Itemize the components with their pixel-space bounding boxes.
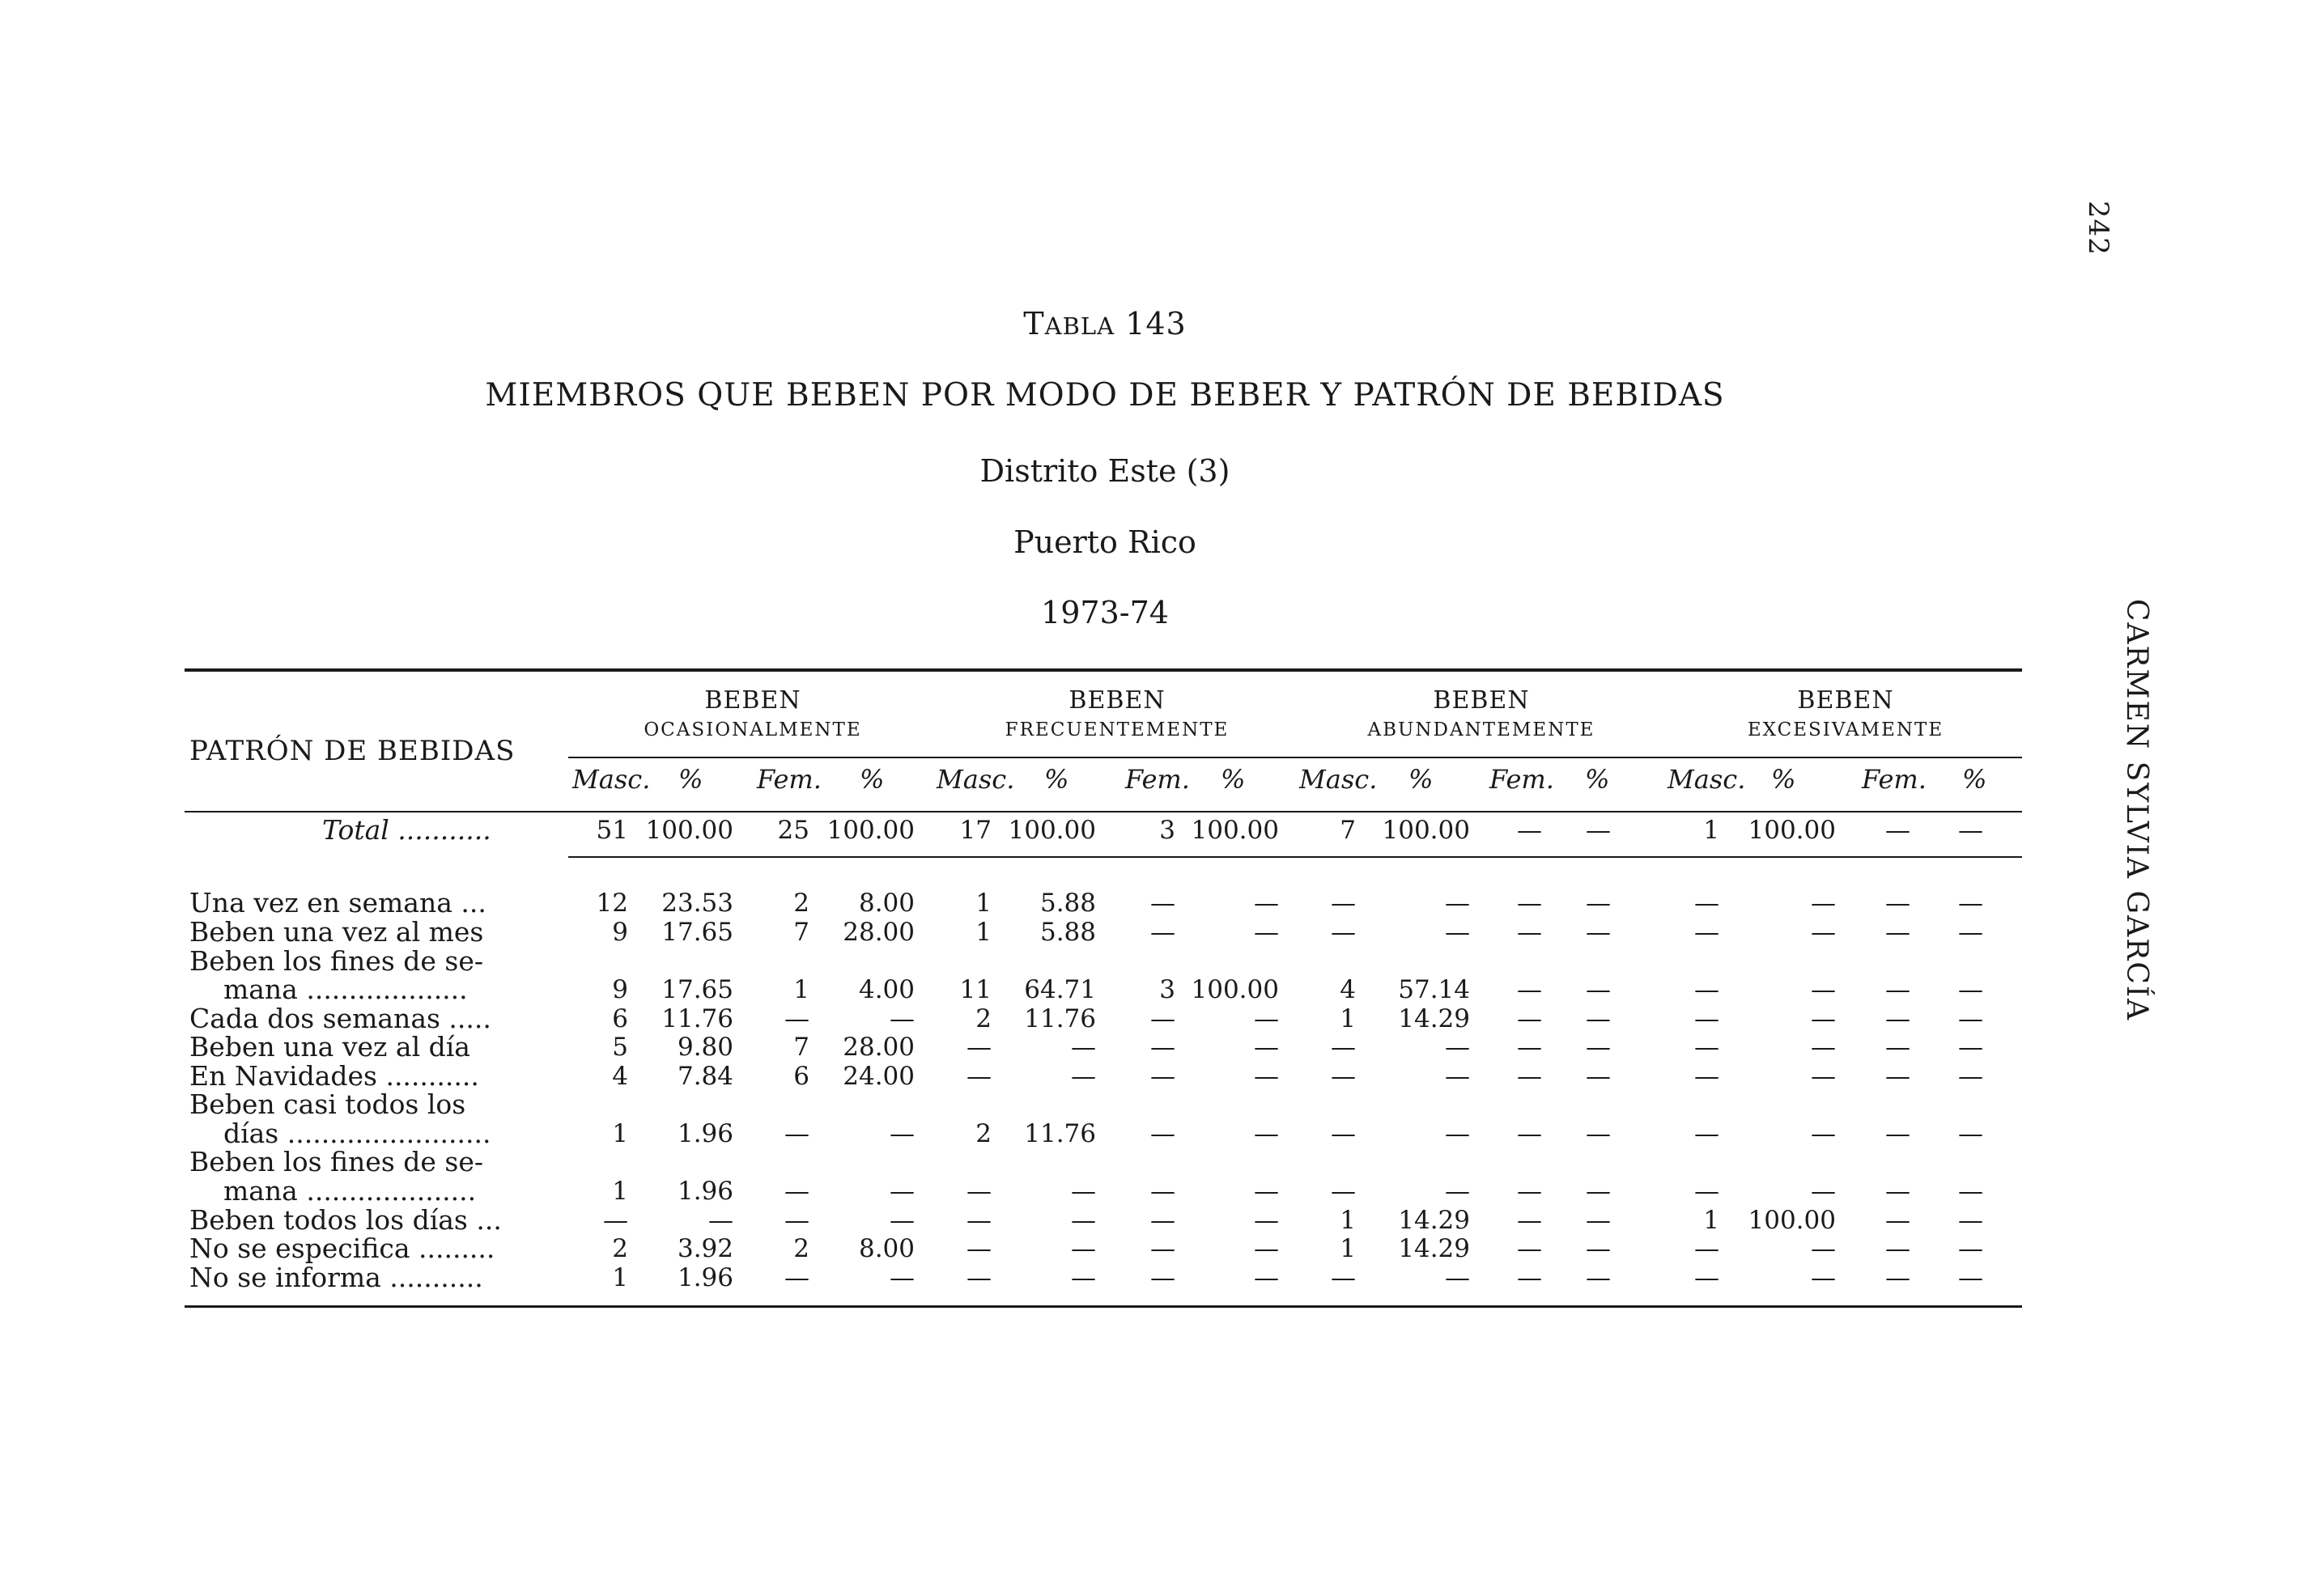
cell-percent: 100.00 bbox=[826, 816, 915, 845]
cell-percent: — bbox=[1254, 1263, 1279, 1292]
cell-percent: — bbox=[1958, 1177, 1983, 1206]
cell-count: 12 bbox=[596, 889, 628, 918]
cell-count: 1 bbox=[1340, 1206, 1356, 1235]
cell-percent: — bbox=[708, 1206, 733, 1235]
subheader-percent: % bbox=[1221, 764, 1246, 795]
cell-percent: — bbox=[1586, 1234, 1611, 1263]
cell-percent: 100.00 bbox=[1748, 1206, 1836, 1235]
cell-percent: — bbox=[1586, 1119, 1611, 1148]
cell-count: 11 bbox=[959, 975, 992, 1004]
cell-count: — bbox=[1885, 1263, 1910, 1292]
cell-percent: 4.00 bbox=[858, 975, 915, 1004]
cell-percent: — bbox=[1958, 1206, 1983, 1235]
group-header-2 bbox=[947, 686, 1287, 745]
header-bottom-rule bbox=[185, 811, 2022, 812]
cell-count: 2 bbox=[975, 1004, 992, 1033]
cell-percent: — bbox=[1811, 975, 1836, 1004]
cell-percent: 17.65 bbox=[661, 918, 733, 947]
cell-percent: — bbox=[1586, 889, 1611, 918]
cell-percent: — bbox=[1586, 975, 1611, 1004]
cell-percent: — bbox=[890, 1263, 915, 1292]
cell-percent: 24.00 bbox=[843, 1062, 915, 1091]
cell-percent: 100.00 bbox=[1748, 816, 1836, 845]
row-label: No se especifica ......... bbox=[189, 1232, 495, 1264]
subtitle-district: Distrito Este (3) bbox=[979, 453, 1230, 489]
cell-count: — bbox=[1150, 1234, 1175, 1263]
cell-count: 5 bbox=[612, 1033, 628, 1062]
cell-percent: — bbox=[1445, 918, 1470, 947]
cell-count: 1 bbox=[1340, 1004, 1356, 1033]
cell-count: — bbox=[1150, 1263, 1175, 1292]
cell-percent: — bbox=[1958, 889, 1983, 918]
cell-count: — bbox=[1150, 1177, 1175, 1206]
cell-count: — bbox=[1885, 1004, 1910, 1033]
cell-percent: — bbox=[1445, 1177, 1470, 1206]
cell-count: 6 bbox=[793, 1062, 809, 1091]
cell-count: — bbox=[784, 1119, 809, 1148]
cell-percent: 14.29 bbox=[1398, 1004, 1470, 1033]
group-header-line2: FRECUENTEMENTE bbox=[1005, 719, 1230, 740]
cell-percent: — bbox=[1445, 1263, 1470, 1292]
cell-count: — bbox=[1517, 1234, 1542, 1263]
cell-percent: 5.88 bbox=[1039, 918, 1096, 947]
cell-percent: — bbox=[1811, 1033, 1836, 1062]
cell-count: — bbox=[603, 1206, 628, 1235]
cell-percent: — bbox=[1958, 975, 1983, 1004]
subheader-count: Fem. bbox=[757, 764, 822, 795]
cell-count: — bbox=[1694, 1062, 1719, 1091]
cell-count: — bbox=[1150, 1062, 1175, 1091]
cell-percent: 100.00 bbox=[1191, 975, 1279, 1004]
cell-percent: — bbox=[1071, 1177, 1096, 1206]
cell-count: — bbox=[1150, 1033, 1175, 1062]
cell-count: 2 bbox=[612, 1234, 628, 1263]
cell-percent: — bbox=[1811, 1234, 1836, 1263]
cell-percent: — bbox=[1586, 1062, 1611, 1091]
cell-count: — bbox=[1885, 889, 1910, 918]
cell-percent: — bbox=[1958, 816, 1983, 845]
group-header-line2: ABUNDANTEMENTE bbox=[1367, 719, 1595, 740]
cell-percent: 23.53 bbox=[661, 889, 733, 918]
group-header-4 bbox=[1676, 686, 2016, 745]
cell-count: 7 bbox=[793, 918, 809, 947]
cell-count: 1 bbox=[612, 1119, 628, 1148]
cell-percent: 14.29 bbox=[1398, 1234, 1470, 1263]
table-label: TABLA 143 bbox=[1023, 306, 1187, 342]
row-label: Beben una vez al día bbox=[189, 1031, 470, 1063]
cell-percent: — bbox=[1586, 1033, 1611, 1062]
cell-count: — bbox=[1694, 1177, 1719, 1206]
cell-percent: — bbox=[1811, 889, 1836, 918]
cell-count: — bbox=[1331, 1119, 1356, 1148]
row-label: Beben casi todos los bbox=[189, 1088, 466, 1120]
cell-count: — bbox=[1694, 1033, 1719, 1062]
cell-count: — bbox=[1150, 1206, 1175, 1235]
cell-count: 9 bbox=[612, 975, 628, 1004]
cell-percent: — bbox=[1958, 1033, 1983, 1062]
page-number: 242 bbox=[2082, 201, 2114, 256]
cell-percent: — bbox=[1586, 918, 1611, 947]
cell-count: — bbox=[1885, 1119, 1910, 1148]
cell-percent: 8.00 bbox=[858, 889, 915, 918]
cell-percent: 28.00 bbox=[843, 918, 915, 947]
row-label: mana .................... bbox=[189, 1175, 477, 1207]
cell-count: — bbox=[1331, 918, 1356, 947]
cell-percent: — bbox=[1811, 1177, 1836, 1206]
group-header-1 bbox=[583, 686, 923, 745]
cell-count: — bbox=[784, 1177, 809, 1206]
cell-count: — bbox=[1517, 1177, 1542, 1206]
cell-count: 6 bbox=[612, 1004, 628, 1033]
cell-count: — bbox=[967, 1177, 992, 1206]
cell-percent: 1.96 bbox=[677, 1119, 733, 1148]
cell-percent: 1.96 bbox=[677, 1263, 733, 1292]
group-header-rule bbox=[568, 757, 2022, 758]
subheader-count: Masc. bbox=[1668, 764, 1746, 795]
cell-percent: — bbox=[1586, 816, 1611, 845]
cell-count: — bbox=[1331, 1177, 1356, 1206]
table-bottom-rule bbox=[185, 1305, 2022, 1308]
row-label: días ........................ bbox=[189, 1118, 491, 1149]
row-label: Una vez en semana ... bbox=[189, 887, 486, 919]
cell-count: — bbox=[1517, 1004, 1542, 1033]
subheader-count: Masc. bbox=[937, 764, 1015, 795]
cell-count: — bbox=[967, 1033, 992, 1062]
cell-count: — bbox=[1694, 1004, 1719, 1033]
row-label: Beben una vez al mes bbox=[189, 916, 484, 948]
cell-percent: 100.00 bbox=[1382, 816, 1470, 845]
cell-percent: 11.76 bbox=[1024, 1119, 1096, 1148]
cell-count: 1 bbox=[1340, 1234, 1356, 1263]
cell-count: 4 bbox=[1340, 975, 1356, 1004]
subheader-percent: % bbox=[678, 764, 703, 795]
row-label: En Navidades ........... bbox=[189, 1060, 479, 1092]
cell-percent: 100.00 bbox=[1008, 816, 1096, 845]
table-top-rule bbox=[185, 668, 2022, 672]
cell-percent: — bbox=[1445, 1119, 1470, 1148]
group-header-3 bbox=[1311, 686, 1651, 745]
subheader-percent: % bbox=[1585, 764, 1610, 795]
running-author: CARMEN SYLVIA GARCÍA bbox=[2120, 599, 2153, 1022]
cell-count: — bbox=[967, 1062, 992, 1091]
cell-count: — bbox=[1331, 889, 1356, 918]
cell-count: — bbox=[784, 1206, 809, 1235]
subheader-count: Masc. bbox=[572, 764, 651, 795]
cell-count: — bbox=[1885, 816, 1910, 845]
subheader-percent: % bbox=[1408, 764, 1434, 795]
cell-percent: 5.88 bbox=[1039, 889, 1096, 918]
cell-count: — bbox=[1694, 918, 1719, 947]
cell-count: 1 bbox=[793, 975, 809, 1004]
cell-count: — bbox=[1517, 1062, 1542, 1091]
subheader-percent: % bbox=[1771, 764, 1796, 795]
cell-percent: 100.00 bbox=[1191, 816, 1279, 845]
cell-percent: — bbox=[1811, 1263, 1836, 1292]
cell-percent: — bbox=[1958, 1234, 1983, 1263]
cell-percent: 100.00 bbox=[645, 816, 733, 845]
row-label: No se informa ........... bbox=[189, 1262, 483, 1293]
cell-count: — bbox=[1517, 975, 1542, 1004]
cell-count: — bbox=[1517, 1119, 1542, 1148]
cell-percent: — bbox=[1254, 1206, 1279, 1235]
group-header-line2: OCASIONALMENTE bbox=[644, 719, 862, 740]
subtitle-region: Puerto Rico bbox=[1013, 524, 1196, 560]
cell-count: 1 bbox=[975, 889, 992, 918]
cell-count: 3 bbox=[1159, 816, 1175, 845]
cell-percent: 8.00 bbox=[858, 1234, 915, 1263]
cell-percent: — bbox=[1958, 1004, 1983, 1033]
cell-count: 1 bbox=[1703, 1206, 1719, 1235]
cell-percent: — bbox=[1254, 1119, 1279, 1148]
subheader-count: Fem. bbox=[1489, 764, 1554, 795]
cell-count: — bbox=[1694, 1119, 1719, 1148]
subheader-count: Masc. bbox=[1299, 764, 1378, 795]
cell-count: — bbox=[1885, 918, 1910, 947]
cell-percent: — bbox=[1958, 1263, 1983, 1292]
cell-percent: 28.00 bbox=[843, 1033, 915, 1062]
cell-count: — bbox=[1885, 1033, 1910, 1062]
cell-percent: — bbox=[1254, 1177, 1279, 1206]
group-header-line1: BEBEN bbox=[1433, 686, 1530, 715]
cell-count: — bbox=[1694, 975, 1719, 1004]
cell-count: — bbox=[1150, 889, 1175, 918]
cell-percent: — bbox=[890, 1206, 915, 1235]
cell-count: 25 bbox=[777, 816, 809, 845]
row-header-title: PATRÓN DE BEBIDAS bbox=[189, 735, 516, 767]
cell-percent: — bbox=[1445, 1062, 1470, 1091]
cell-count: — bbox=[784, 1263, 809, 1292]
cell-count: — bbox=[1885, 1177, 1910, 1206]
cell-percent: — bbox=[1811, 1062, 1836, 1091]
subtitle-period: 1973-74 bbox=[1041, 595, 1169, 630]
group-header-line1: BEBEN bbox=[1797, 686, 1894, 715]
cell-percent: — bbox=[1071, 1263, 1096, 1292]
cell-count: — bbox=[1331, 1062, 1356, 1091]
group-header-line1: BEBEN bbox=[1069, 686, 1166, 715]
cell-count: — bbox=[967, 1206, 992, 1235]
cell-count: — bbox=[1150, 1004, 1175, 1033]
subheader-percent: % bbox=[1962, 764, 1987, 795]
cell-percent: — bbox=[1445, 1033, 1470, 1062]
cell-count: 17 bbox=[959, 816, 992, 845]
cell-count: — bbox=[1694, 1234, 1719, 1263]
cell-percent: — bbox=[1071, 1062, 1096, 1091]
cell-count: 1 bbox=[612, 1177, 628, 1206]
cell-count: — bbox=[967, 1263, 992, 1292]
cell-percent: — bbox=[890, 1119, 915, 1148]
cell-count: 2 bbox=[793, 1234, 809, 1263]
cell-percent: 3.92 bbox=[677, 1234, 733, 1263]
cell-percent: — bbox=[1586, 1263, 1611, 1292]
row-label: Cada dos semanas ..... bbox=[189, 1003, 491, 1034]
cell-percent: — bbox=[1071, 1206, 1096, 1235]
cell-count: 2 bbox=[793, 889, 809, 918]
cell-count: — bbox=[1517, 816, 1542, 845]
cell-count: — bbox=[1885, 1234, 1910, 1263]
cell-count: 3 bbox=[1159, 975, 1175, 1004]
cell-percent: — bbox=[1958, 918, 1983, 947]
cell-percent: — bbox=[1254, 918, 1279, 947]
cell-percent: 9.80 bbox=[677, 1033, 733, 1062]
row-label: mana ................... bbox=[189, 974, 468, 1005]
cell-percent: 17.65 bbox=[661, 975, 733, 1004]
cell-percent: — bbox=[1586, 1004, 1611, 1033]
cell-count: 1 bbox=[1703, 816, 1719, 845]
cell-percent: — bbox=[1586, 1177, 1611, 1206]
cell-count: — bbox=[967, 1234, 992, 1263]
cell-count: 4 bbox=[612, 1062, 628, 1091]
cell-count: — bbox=[1694, 1263, 1719, 1292]
cell-percent: — bbox=[1586, 1206, 1611, 1235]
row-label: Beben los fines de se- bbox=[189, 1146, 483, 1177]
subheader-count: Fem. bbox=[1125, 764, 1190, 795]
cell-count: — bbox=[1517, 1033, 1542, 1062]
cell-count: 7 bbox=[1340, 816, 1356, 845]
cell-percent: — bbox=[1254, 1033, 1279, 1062]
table-title: MIEMBROS QUE BEBEN POR MODO DE BEBER Y PATRÓN DE BEBIDAS bbox=[485, 377, 1725, 414]
cell-percent: — bbox=[1811, 1004, 1836, 1033]
cell-percent: 1.96 bbox=[677, 1177, 733, 1206]
cell-percent: — bbox=[1811, 1119, 1836, 1148]
group-header-line1: BEBEN bbox=[704, 686, 801, 715]
cell-count: 51 bbox=[596, 816, 628, 845]
cell-percent: — bbox=[1254, 889, 1279, 918]
row-label: Beben los fines de se- bbox=[189, 945, 483, 977]
cell-percent: — bbox=[890, 1004, 915, 1033]
total-row-rule bbox=[568, 856, 2022, 858]
cell-percent: — bbox=[1958, 1062, 1983, 1091]
cell-percent: — bbox=[1254, 1004, 1279, 1033]
subheader-percent: % bbox=[1044, 764, 1069, 795]
cell-percent: 64.71 bbox=[1024, 975, 1096, 1004]
cell-percent: 11.76 bbox=[1024, 1004, 1096, 1033]
cell-percent: — bbox=[1254, 1234, 1279, 1263]
cell-percent: 11.76 bbox=[661, 1004, 733, 1033]
cell-percent: — bbox=[890, 1177, 915, 1206]
cell-count: — bbox=[1517, 918, 1542, 947]
cell-count: 9 bbox=[612, 918, 628, 947]
cell-count: — bbox=[1885, 975, 1910, 1004]
cell-percent: 7.84 bbox=[677, 1062, 733, 1091]
subheader-count: Fem. bbox=[1862, 764, 1927, 795]
cell-percent: — bbox=[1254, 1062, 1279, 1091]
cell-count: — bbox=[1331, 1263, 1356, 1292]
cell-percent: — bbox=[1958, 1119, 1983, 1148]
cell-percent: 14.29 bbox=[1398, 1206, 1470, 1235]
subheader-percent: % bbox=[860, 764, 885, 795]
cell-count: — bbox=[1150, 1119, 1175, 1148]
cell-percent: — bbox=[1811, 918, 1836, 947]
cell-percent: — bbox=[1071, 1234, 1096, 1263]
cell-percent: — bbox=[1445, 889, 1470, 918]
cell-percent: 57.14 bbox=[1398, 975, 1470, 1004]
cell-count: — bbox=[1694, 889, 1719, 918]
cell-count: — bbox=[1885, 1206, 1910, 1235]
row-label: Beben todos los días ... bbox=[189, 1204, 502, 1236]
table-number: 143 bbox=[1125, 306, 1187, 342]
cell-count: 1 bbox=[975, 918, 992, 947]
group-header-line2: EXCESIVAMENTE bbox=[1747, 719, 1944, 740]
cell-count: — bbox=[1331, 1033, 1356, 1062]
cell-count: — bbox=[784, 1004, 809, 1033]
cell-count: 2 bbox=[975, 1119, 992, 1148]
cell-count: 7 bbox=[793, 1033, 809, 1062]
cell-count: 1 bbox=[612, 1263, 628, 1292]
cell-count: — bbox=[1885, 1062, 1910, 1091]
cell-count: — bbox=[1517, 889, 1542, 918]
cell-count: — bbox=[1150, 918, 1175, 947]
cell-count: — bbox=[1517, 1263, 1542, 1292]
cell-count: — bbox=[1517, 1206, 1542, 1235]
cell-percent: — bbox=[1071, 1033, 1096, 1062]
total-row-label: Total ........... bbox=[322, 814, 491, 846]
